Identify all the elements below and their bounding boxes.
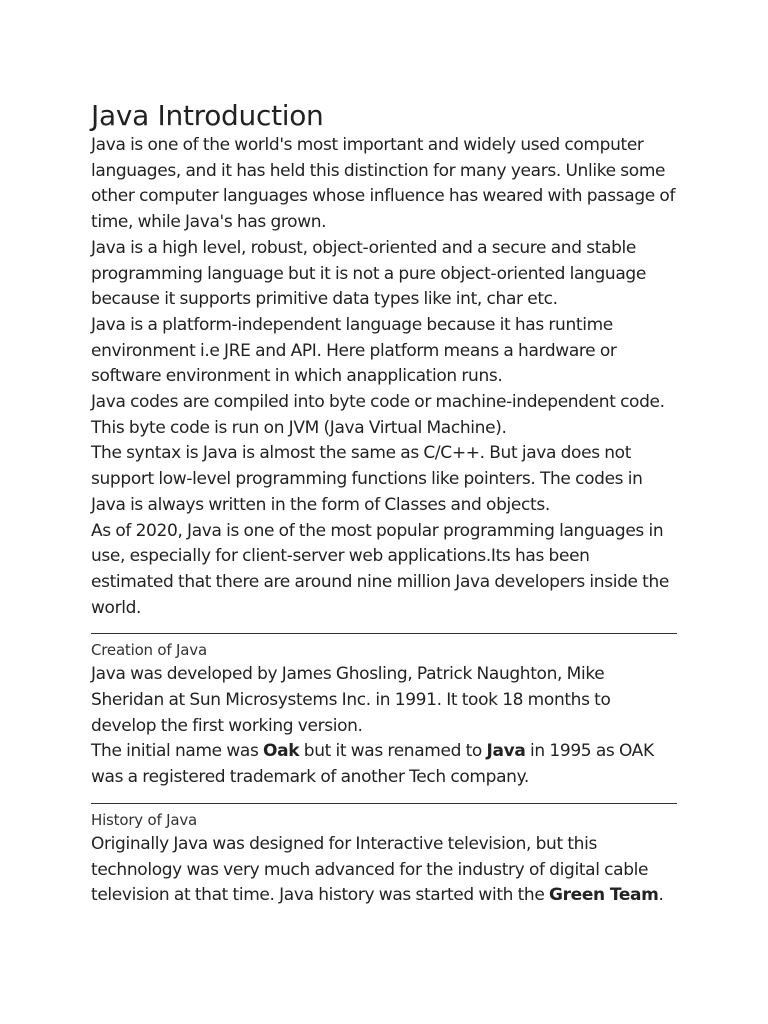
- creation-section: [91, 640, 676, 791]
- intro-paragraph: Java is a high level, robust, object-oriented and a secure and stable programming language but it is not a pure object-oriented language because it supports primitive data types like int, char etc.: [91, 237, 646, 310]
- text-span: in 1995 as OAK was a registered trademark of another Tech company.: [91, 741, 654, 788]
- page-title: Java Introduction: [91, 99, 324, 132]
- history-section: [91, 810, 676, 909]
- creation-heading: Creation of Java: [91, 641, 207, 660]
- text-span: Originally Java was designed for Interactive television, but this technology was very much advanced for the industry of digital cable television at that time. Java history was started with the: [91, 833, 649, 906]
- bold-green-team: Green Team: [549, 885, 659, 906]
- intro-paragraph: Java is one of the world's most important and widely used computer languages, and it has held this distinction for many years. Unlike some other computer languages whose influence has weared with passage of time, while Java's has grown.: [91, 135, 676, 233]
- creation-paragraph: Java was developed by James Ghosling, Patrick Naughton, Mike Sheridan at Sun Microsystems Inc. in 1991. It took 18 months to develop the first working version.: [91, 664, 611, 736]
- intro-paragraph: As of 2020, Java is one of the most popular programming languages in use, especially for client-server web applications.Its has been estimated that there are around nine million Java developers inside the world.: [91, 520, 670, 618]
- intro-section: [91, 133, 676, 621]
- text-span: but it was renamed to: [299, 741, 487, 762]
- bold-java: Java: [486, 741, 526, 762]
- text-span: .: [658, 885, 664, 906]
- intro-paragraph: The syntax is Java is almost the same as C/C++. But java does not support low-level programming functions like pointers. The codes in Java is always written in the form of Classes and objects.: [91, 443, 643, 515]
- section-divider: [91, 803, 677, 804]
- intro-paragraph: Java is a platform-independent language because it has runtime environment i.e JRE and API. Here platform means a hardware or software environment in which anapplication runs.: [91, 314, 617, 387]
- history-paragraph: [91, 832, 676, 909]
- bold-oak: Oak: [263, 741, 300, 762]
- history-heading: History of Java: [91, 810, 198, 829]
- intro-paragraph: Java codes are compiled into byte code or machine-independent code. This byte code is run on JVM (Java Virtual Machine).: [91, 392, 665, 438]
- text-span: The initial name was: [91, 741, 264, 762]
- creation-paragraph-name: [91, 739, 676, 790]
- section-divider: [91, 633, 677, 634]
